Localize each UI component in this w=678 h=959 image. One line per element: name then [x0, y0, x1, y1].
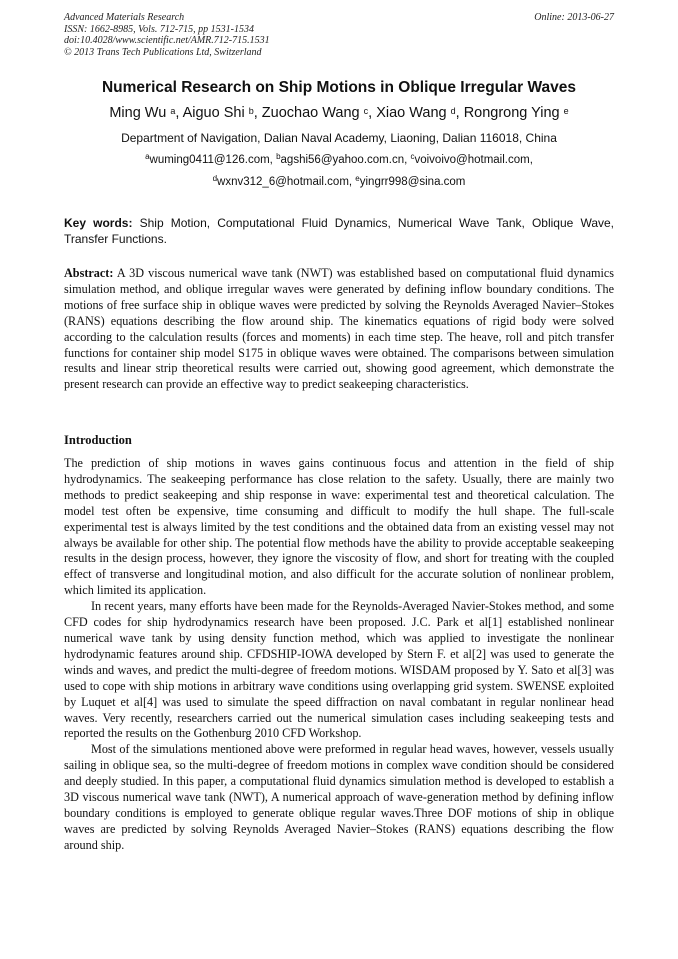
author-name: Rongrong Ying: [463, 105, 560, 121]
paragraph: The prediction of ship motions in waves gains continuous focus and attention in the field of ship hydrodynamics. The seakeeping performance has close relation to the safety. Usually, there are mainly two methods to predict seakeeping and ship response in wave: experimental test and theoretical calculation. The model test often be expensive, time consuming and difficult to modify the hull shape. The full-scale experimental test is always limited by the test conditions and the obtained data from an existing vessel may not always be available for other ship. The potential flow methods have the ability to provide acceptable seakeeping results in the design process, however, they ignore the viscosity of flow, and short for treating with the coupled effect of transverse and longitudinal motion, and also difficult for the accurate solution of nonlinear problem, which limited its application.: [64, 456, 614, 598]
keywords-text: Ship Motion, Computational Fluid Dynamics, Numerical Wave Tank, Oblique Wave, Transfer Functions.: [64, 216, 615, 246]
abstract-block: [64, 266, 614, 393]
email-mark: e: [355, 174, 360, 183]
email-a[interactable]: wuming0411@126.com,: [149, 154, 273, 166]
copyright-line: © 2013 Trans Tech Publications Ltd, Switzerland: [64, 46, 262, 58]
author-mark: d: [450, 106, 456, 116]
keywords-block: [64, 216, 614, 247]
email-c[interactable]: voivoivo@hotmail.com,: [414, 154, 533, 166]
doi-line: doi:10.4028/www.scientific.net/AMR.712-715.1531: [64, 35, 270, 46]
email-mark: a: [145, 152, 150, 161]
section-heading: Introduction: [64, 433, 132, 447]
abstract-text: A 3D viscous numerical wave tank (NWT) was established based on computational fluid dynamics simulation method, and oblique irregular waves were generated by defining inflow boundary conditions. The motions of free surface ship in oblique waves were predicted by solving the Reynolds Averaged Navier–Stokes (RANS) equations describing the flow around ship. The kinematics equations of rigid body were solved according to the calculation results (forces and moments) in each time step. The heave, roll and pitch transfer functions for container ship model S175 in oblique waves were obtained. The comparisons between simulation results and linear strip theoretical results were carried out, showing good agreement, which demonstrate the present research can provide an effective way to predict seakeeping characteristics.: [64, 266, 614, 392]
keywords-label: Key words:: [64, 216, 133, 230]
author-mark: b: [248, 106, 254, 116]
author-name: Xiao Wang: [376, 105, 447, 121]
journal-header: [64, 12, 270, 58]
email-mark: d: [212, 174, 218, 183]
paper-title: Numerical Research on Ship Motions in Oblique Irregular Waves: [101, 79, 576, 96]
affiliation: Department of Navigation, Dalian Naval Academy, Liaoning, Dalian 116018, China: [121, 131, 557, 145]
author-mark: c: [363, 106, 369, 116]
email-line-1: [0, 153, 678, 167]
online-date: Online: 2013-06-27: [534, 12, 614, 23]
paragraph: In recent years, many efforts have been made for the Reynolds-Averaged Navier-Stokes method, and some CFD codes for ship hydrodynamics research have been proposed. J.C. Park et al[1] established nonlinear numerical wave tank by using density function method, which was applied to investigate the nonlinear hydrodynamic features around ship. CFDSHIP-IOWA developed by Stern F. et al[2] was used to generate the winds and waves, and predict the multi-degree of freedom motions. WISDAM proposed by Y. Sato et al[3] was used to cope with ship motions in arbitrary wave conditions using overlapping grid system. SWENSE exploited by Luquet et al[4] was used to simulate the speed diffraction on naval combatant in regular nonlinear head waves. Very recently, researchers carried out the numerical simulation cases including seakeeping tests and reported the results on the Gothenburg 2010 CFD Workshop.: [64, 599, 614, 741]
issn-line: ISSN: 1662-8985, Vols. 712-715, pp 1531-1534: [64, 23, 254, 35]
journal-name: Advanced Materials Research: [64, 12, 185, 23]
email-mark: c: [410, 152, 415, 161]
email-b[interactable]: agshi56@yahoo.com.cn,: [280, 154, 408, 166]
author-list: Ming Wu $^a$, Aiguo Shi $^b$, Zuochao Wang $^c$, Xiao Wang $^d$, Rongrong Ying $^e$: [109, 105, 569, 121]
paragraph: Most of the simulations mentioned above were preformed in regular head waves, however, vessels usually sailing in oblique sea, so the multi-degree of freedom motions in complex wave condition should be considered and deeply studied. In this paper, a computational fluid dynamics simulation method is developed to establish a 3D viscous numerical wave tank (NWT), A numerical approach of wave-generation method by defining inflow boundary conditions is employed to generate oblique regular waves.Three DOF motions of ship in oblique waves are predicted by solving Reynolds Averaged Navier–Stokes (RANS) equations describing the flow around ship.: [64, 742, 614, 852]
email-e[interactable]: yingrr998@sina.com: [359, 176, 466, 188]
email-mark: b: [276, 152, 281, 161]
email-d[interactable]: wxnv312_6@hotmail.com,: [217, 176, 353, 188]
introduction-body: [64, 456, 614, 854]
author-mark: a: [170, 106, 176, 116]
author-mark: e: [563, 106, 569, 116]
author-name: Aiguo Shi: [182, 105, 245, 121]
author-name: Zuochao Wang: [261, 105, 360, 121]
email-line-2: [0, 175, 678, 189]
abstract-label: Abstract:: [64, 266, 114, 280]
author-name: Ming Wu: [109, 105, 167, 121]
